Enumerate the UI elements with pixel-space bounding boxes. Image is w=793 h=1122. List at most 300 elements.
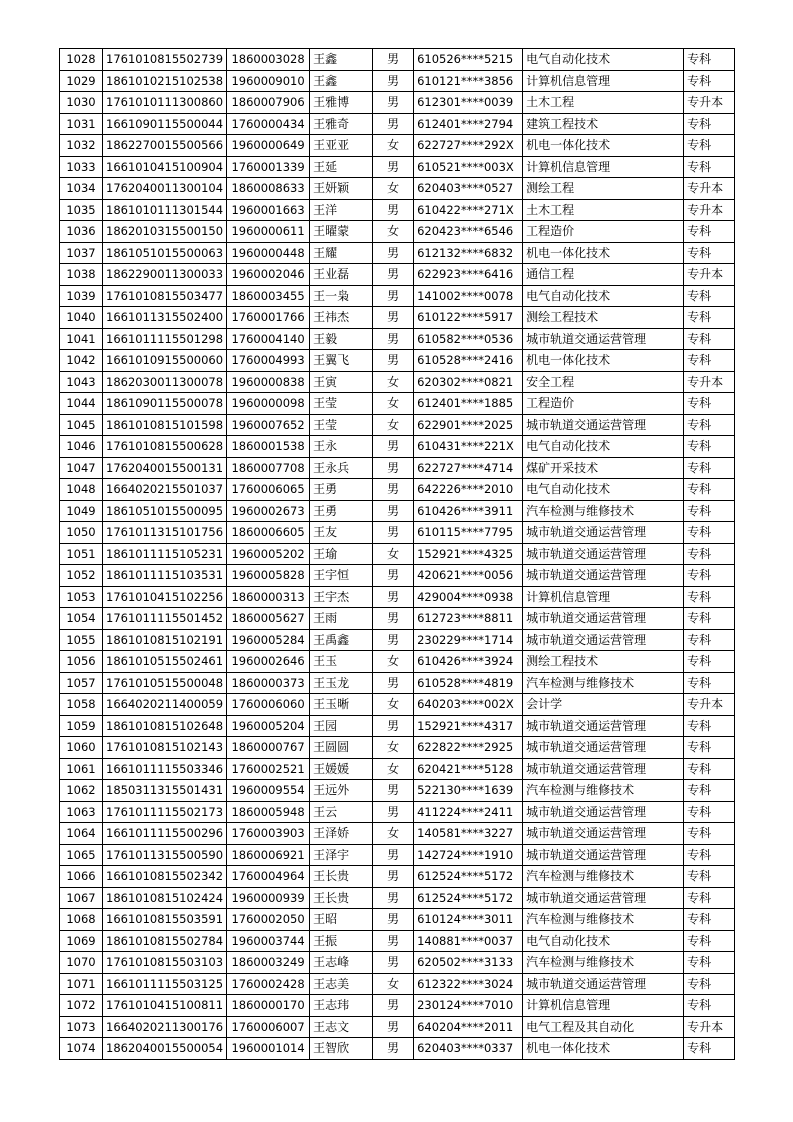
cell-major: 机电一体化技术 [523, 1038, 684, 1060]
cell-gender: 男 [373, 780, 414, 802]
cell-id-number: 640203****002X [414, 694, 523, 716]
cell-student-id: 1760002521 [227, 758, 310, 780]
cell-id-number: 610431****221X [414, 436, 523, 458]
cell-id-number: 610528****2416 [414, 350, 523, 372]
cell-exam-id: 1761011115501452 [103, 608, 227, 630]
cell-major: 土木工程 [523, 92, 684, 114]
table-row [60, 457, 735, 479]
cell-student-name: 王永兵 [310, 457, 373, 479]
cell-id-number: 612524****5172 [414, 887, 523, 909]
cell-id-number: 620403****0527 [414, 178, 523, 200]
cell-student-id: 1960002646 [227, 651, 310, 673]
cell-exam-id: 1862270015500566 [103, 135, 227, 157]
cell-gender: 男 [373, 844, 414, 866]
cell-exam-id: 1762040015500131 [103, 457, 227, 479]
cell-row-number: 1049 [60, 500, 103, 522]
cell-level: 专科 [684, 70, 735, 92]
cell-student-id: 1860007708 [227, 457, 310, 479]
table-row [60, 672, 735, 694]
cell-level: 专科 [684, 823, 735, 845]
cell-gender: 男 [373, 264, 414, 286]
cell-id-number: 610422****271X [414, 199, 523, 221]
table-row [60, 156, 735, 178]
table-row [60, 780, 735, 802]
cell-level: 专科 [684, 156, 735, 178]
cell-student-name: 王振 [310, 930, 373, 952]
cell-id-number: 620423****6546 [414, 221, 523, 243]
cell-exam-id: 1862030011300078 [103, 371, 227, 393]
cell-exam-id: 1661010815502342 [103, 866, 227, 888]
table-row [60, 694, 735, 716]
cell-gender: 男 [373, 629, 414, 651]
cell-gender: 男 [373, 586, 414, 608]
cell-level: 专科 [684, 414, 735, 436]
cell-student-id: 1860000373 [227, 672, 310, 694]
cell-student-id: 1860003249 [227, 952, 310, 974]
table-row [60, 242, 735, 264]
cell-level: 专科 [684, 500, 735, 522]
cell-major: 汽车检测与维修技术 [523, 780, 684, 802]
cell-gender: 男 [373, 242, 414, 264]
table-row [60, 113, 735, 135]
cell-level: 专科 [684, 715, 735, 737]
cell-level: 专科 [684, 758, 735, 780]
cell-student-name: 王媛媛 [310, 758, 373, 780]
cell-exam-id: 1861011115103531 [103, 565, 227, 587]
table-row [60, 70, 735, 92]
cell-id-number: 610528****4819 [414, 672, 523, 694]
cell-level: 专科 [684, 457, 735, 479]
cell-major: 城市轨道交通运营管理 [523, 801, 684, 823]
cell-student-id: 1760006060 [227, 694, 310, 716]
cell-gender: 男 [373, 672, 414, 694]
cell-level: 专科 [684, 909, 735, 931]
cell-exam-id: 1862290011300033 [103, 264, 227, 286]
cell-row-number: 1044 [60, 393, 103, 415]
table-row [60, 221, 735, 243]
cell-student-id: 1760002050 [227, 909, 310, 931]
table-row [60, 930, 735, 952]
cell-exam-id: 1661011315502400 [103, 307, 227, 329]
cell-student-id: 1960001014 [227, 1038, 310, 1060]
cell-exam-id: 1861010815102424 [103, 887, 227, 909]
cell-student-id: 1860006605 [227, 522, 310, 544]
cell-id-number: 230124****7010 [414, 995, 523, 1017]
cell-level: 专科 [684, 952, 735, 974]
cell-id-number: 622822****2925 [414, 737, 523, 759]
cell-exam-id: 1761011315101756 [103, 522, 227, 544]
cell-level: 专科 [684, 995, 735, 1017]
cell-level: 专升本 [684, 199, 735, 221]
cell-id-number: 141002****0078 [414, 285, 523, 307]
cell-student-id: 1760002428 [227, 973, 310, 995]
cell-gender: 女 [373, 371, 414, 393]
cell-exam-id: 1861010515502461 [103, 651, 227, 673]
cell-id-number: 610124****3011 [414, 909, 523, 931]
cell-level: 专科 [684, 608, 735, 630]
cell-major: 城市轨道交通运营管理 [523, 737, 684, 759]
cell-gender: 男 [373, 49, 414, 71]
cell-exam-id: 1761010415102256 [103, 586, 227, 608]
cell-row-number: 1057 [60, 672, 103, 694]
cell-gender: 男 [373, 328, 414, 350]
cell-level: 专科 [684, 651, 735, 673]
cell-level: 专科 [684, 930, 735, 952]
cell-id-number: 612723****8811 [414, 608, 523, 630]
cell-gender: 女 [373, 221, 414, 243]
cell-student-id: 1960000448 [227, 242, 310, 264]
table-row [60, 436, 735, 458]
cell-id-number: 622727****292X [414, 135, 523, 157]
cell-student-name: 王圆圆 [310, 737, 373, 759]
cell-exam-id: 1861010815102191 [103, 629, 227, 651]
cell-row-number: 1039 [60, 285, 103, 307]
cell-exam-id: 1761010815102143 [103, 737, 227, 759]
cell-row-number: 1068 [60, 909, 103, 931]
cell-student-name: 王勇 [310, 500, 373, 522]
cell-row-number: 1034 [60, 178, 103, 200]
cell-row-number: 1045 [60, 414, 103, 436]
cell-major: 会计学 [523, 694, 684, 716]
cell-major: 机电一体化技术 [523, 350, 684, 372]
cell-student-id: 1960005204 [227, 715, 310, 737]
table-row [60, 995, 735, 1017]
cell-student-name: 王亚亚 [310, 135, 373, 157]
cell-exam-id: 1861010215102538 [103, 70, 227, 92]
cell-major: 城市轨道交通运营管理 [523, 414, 684, 436]
cell-level: 专科 [684, 543, 735, 565]
cell-gender: 男 [373, 715, 414, 737]
cell-student-name: 王曜蒙 [310, 221, 373, 243]
cell-level: 专科 [684, 242, 735, 264]
cell-exam-id: 1664020211300176 [103, 1016, 227, 1038]
cell-student-id: 1860000170 [227, 995, 310, 1017]
cell-row-number: 1052 [60, 565, 103, 587]
cell-exam-id: 1761010515500048 [103, 672, 227, 694]
table-row [60, 866, 735, 888]
cell-row-number: 1071 [60, 973, 103, 995]
cell-row-number: 1067 [60, 887, 103, 909]
cell-student-name: 王毅 [310, 328, 373, 350]
cell-row-number: 1072 [60, 995, 103, 1017]
cell-id-number: 411224****2411 [414, 801, 523, 823]
table-row [60, 199, 735, 221]
cell-id-number: 620302****0821 [414, 371, 523, 393]
cell-id-number: 612401****2794 [414, 113, 523, 135]
cell-id-number: 612524****5172 [414, 866, 523, 888]
cell-row-number: 1053 [60, 586, 103, 608]
cell-id-number: 612401****1885 [414, 393, 523, 415]
cell-student-id: 1760001766 [227, 307, 310, 329]
table-row [60, 608, 735, 630]
cell-id-number: 620421****5128 [414, 758, 523, 780]
cell-student-name: 王洋 [310, 199, 373, 221]
cell-student-name: 王园 [310, 715, 373, 737]
cell-id-number: 610115****7795 [414, 522, 523, 544]
cell-major: 城市轨道交通运营管理 [523, 522, 684, 544]
cell-major: 电气自动化技术 [523, 436, 684, 458]
cell-id-number: 610426****3924 [414, 651, 523, 673]
table-row [60, 49, 735, 71]
cell-row-number: 1074 [60, 1038, 103, 1060]
cell-student-name: 王宇杰 [310, 586, 373, 608]
cell-student-name: 王妍颖 [310, 178, 373, 200]
cell-gender: 男 [373, 92, 414, 114]
cell-gender: 女 [373, 737, 414, 759]
cell-level: 专科 [684, 436, 735, 458]
cell-student-name: 王勇 [310, 479, 373, 501]
cell-student-name: 王长贵 [310, 866, 373, 888]
cell-major: 城市轨道交通运营管理 [523, 758, 684, 780]
cell-student-name: 王玉龙 [310, 672, 373, 694]
table-row [60, 737, 735, 759]
cell-major: 测绘工程技术 [523, 307, 684, 329]
cell-exam-id: 1661010415100904 [103, 156, 227, 178]
cell-level: 专科 [684, 135, 735, 157]
cell-gender: 女 [373, 758, 414, 780]
cell-id-number: 610582****0536 [414, 328, 523, 350]
cell-row-number: 1037 [60, 242, 103, 264]
cell-exam-id: 1850311315501431 [103, 780, 227, 802]
cell-student-name: 王玉晰 [310, 694, 373, 716]
cell-major: 汽车检测与维修技术 [523, 500, 684, 522]
cell-row-number: 1051 [60, 543, 103, 565]
cell-level: 专科 [684, 49, 735, 71]
cell-level: 专科 [684, 285, 735, 307]
cell-student-name: 王智欣 [310, 1038, 373, 1060]
cell-exam-id: 1761010111300860 [103, 92, 227, 114]
cell-id-number: 620502****3133 [414, 952, 523, 974]
cell-student-id: 1760006007 [227, 1016, 310, 1038]
cell-student-name: 王志玮 [310, 995, 373, 1017]
cell-major: 电气工程及其自动化 [523, 1016, 684, 1038]
cell-level: 专科 [684, 629, 735, 651]
cell-id-number: 622923****6416 [414, 264, 523, 286]
cell-exam-id: 1861010815101598 [103, 414, 227, 436]
cell-id-number: 612301****0039 [414, 92, 523, 114]
cell-student-id: 1760004964 [227, 866, 310, 888]
cell-major: 城市轨道交通运营管理 [523, 565, 684, 587]
cell-row-number: 1073 [60, 1016, 103, 1038]
cell-row-number: 1069 [60, 930, 103, 952]
table-row [60, 543, 735, 565]
cell-exam-id: 1661011115500296 [103, 823, 227, 845]
cell-row-number: 1040 [60, 307, 103, 329]
cell-id-number: 230229****1714 [414, 629, 523, 651]
cell-major: 土木工程 [523, 199, 684, 221]
cell-gender: 男 [373, 1038, 414, 1060]
cell-major: 城市轨道交通运营管理 [523, 887, 684, 909]
cell-gender: 男 [373, 887, 414, 909]
cell-exam-id: 1664020215501037 [103, 479, 227, 501]
table-row [60, 264, 735, 286]
table-row [60, 414, 735, 436]
table-row [60, 909, 735, 931]
cell-student-name: 王耀 [310, 242, 373, 264]
cell-student-id: 1760006065 [227, 479, 310, 501]
table-row [60, 844, 735, 866]
cell-major: 工程造价 [523, 221, 684, 243]
cell-exam-id: 1762040011300104 [103, 178, 227, 200]
cell-exam-id: 1761010815502739 [103, 49, 227, 71]
cell-student-id: 1960003744 [227, 930, 310, 952]
cell-major: 电气自动化技术 [523, 285, 684, 307]
cell-level: 专科 [684, 565, 735, 587]
table-row [60, 823, 735, 845]
cell-student-id: 1960005202 [227, 543, 310, 565]
table-row [60, 307, 735, 329]
cell-row-number: 1048 [60, 479, 103, 501]
cell-exam-id: 1861090115500078 [103, 393, 227, 415]
student-roster-table [59, 48, 735, 1060]
cell-level: 专科 [684, 328, 735, 350]
cell-student-name: 王远外 [310, 780, 373, 802]
cell-exam-id: 1661010915500060 [103, 350, 227, 372]
cell-gender: 女 [373, 393, 414, 415]
cell-id-number: 610122****5917 [414, 307, 523, 329]
table-row [60, 393, 735, 415]
cell-student-name: 王鑫 [310, 70, 373, 92]
cell-gender: 男 [373, 995, 414, 1017]
cell-exam-id: 1761010815503477 [103, 285, 227, 307]
cell-exam-id: 1862040015500054 [103, 1038, 227, 1060]
cell-student-name: 王宇恒 [310, 565, 373, 587]
table-row [60, 586, 735, 608]
cell-gender: 男 [373, 801, 414, 823]
cell-id-number: 140581****3227 [414, 823, 523, 845]
cell-level: 专科 [684, 973, 735, 995]
cell-level: 专升本 [684, 92, 735, 114]
cell-row-number: 1066 [60, 866, 103, 888]
cell-level: 专科 [684, 479, 735, 501]
cell-student-name: 王友 [310, 522, 373, 544]
cell-student-name: 王鑫 [310, 49, 373, 71]
table-row [60, 629, 735, 651]
table-row [60, 973, 735, 995]
cell-gender: 女 [373, 135, 414, 157]
cell-row-number: 1059 [60, 715, 103, 737]
cell-gender: 女 [373, 414, 414, 436]
cell-row-number: 1062 [60, 780, 103, 802]
cell-student-name: 王雅奇 [310, 113, 373, 135]
cell-level: 专科 [684, 113, 735, 135]
roster-page [59, 48, 735, 1060]
cell-id-number: 620403****0337 [414, 1038, 523, 1060]
cell-major: 机电一体化技术 [523, 242, 684, 264]
cell-gender: 男 [373, 866, 414, 888]
cell-row-number: 1056 [60, 651, 103, 673]
cell-gender: 男 [373, 952, 414, 974]
cell-student-name: 王泽娇 [310, 823, 373, 845]
cell-student-name: 王雅博 [310, 92, 373, 114]
cell-id-number: 152921****4325 [414, 543, 523, 565]
roster-table-body [60, 49, 735, 1060]
cell-level: 专科 [684, 586, 735, 608]
cell-row-number: 1038 [60, 264, 103, 286]
cell-level: 专科 [684, 221, 735, 243]
cell-student-name: 王雨 [310, 608, 373, 630]
cell-gender: 男 [373, 199, 414, 221]
cell-row-number: 1036 [60, 221, 103, 243]
cell-major: 城市轨道交通运营管理 [523, 629, 684, 651]
table-row [60, 350, 735, 372]
cell-row-number: 1061 [60, 758, 103, 780]
table-row [60, 522, 735, 544]
cell-major: 通信工程 [523, 264, 684, 286]
cell-major: 工程造价 [523, 393, 684, 415]
cell-student-id: 1960005828 [227, 565, 310, 587]
cell-row-number: 1054 [60, 608, 103, 630]
cell-student-id: 1960009554 [227, 780, 310, 802]
cell-major: 城市轨道交通运营管理 [523, 328, 684, 350]
cell-student-id: 1860008633 [227, 178, 310, 200]
cell-level: 专升本 [684, 264, 735, 286]
table-row [60, 952, 735, 974]
cell-student-name: 王莹 [310, 414, 373, 436]
table-row [60, 285, 735, 307]
cell-id-number: 522130****1639 [414, 780, 523, 802]
cell-major: 城市轨道交通运营管理 [523, 823, 684, 845]
cell-id-number: 152921****4317 [414, 715, 523, 737]
cell-exam-id: 1861010815502784 [103, 930, 227, 952]
cell-student-id: 1960000098 [227, 393, 310, 415]
cell-gender: 男 [373, 156, 414, 178]
table-row [60, 135, 735, 157]
cell-exam-id: 1661011115503125 [103, 973, 227, 995]
cell-gender: 男 [373, 930, 414, 952]
cell-student-name: 王志美 [310, 973, 373, 995]
table-row [60, 651, 735, 673]
cell-major: 安全工程 [523, 371, 684, 393]
cell-gender: 女 [373, 973, 414, 995]
cell-student-id: 1860005627 [227, 608, 310, 630]
cell-gender: 女 [373, 823, 414, 845]
cell-row-number: 1065 [60, 844, 103, 866]
cell-student-id: 1760004993 [227, 350, 310, 372]
table-row [60, 887, 735, 909]
cell-gender: 女 [373, 178, 414, 200]
cell-gender: 男 [373, 70, 414, 92]
cell-row-number: 1058 [60, 694, 103, 716]
cell-exam-id: 1861051015500095 [103, 500, 227, 522]
cell-exam-id: 1761010815500628 [103, 436, 227, 458]
cell-exam-id: 1661011115501298 [103, 328, 227, 350]
cell-gender: 男 [373, 285, 414, 307]
cell-student-id: 1860007906 [227, 92, 310, 114]
cell-id-number: 420621****0056 [414, 565, 523, 587]
cell-major: 计算机信息管理 [523, 995, 684, 1017]
cell-level: 专科 [684, 1038, 735, 1060]
cell-gender: 男 [373, 522, 414, 544]
cell-student-id: 1960005284 [227, 629, 310, 651]
table-row [60, 500, 735, 522]
cell-level: 专科 [684, 866, 735, 888]
cell-student-name: 王禹鑫 [310, 629, 373, 651]
cell-row-number: 1070 [60, 952, 103, 974]
cell-row-number: 1033 [60, 156, 103, 178]
cell-row-number: 1063 [60, 801, 103, 823]
cell-exam-id: 1761011315500590 [103, 844, 227, 866]
cell-student-id: 1860006921 [227, 844, 310, 866]
cell-major: 电气自动化技术 [523, 930, 684, 952]
cell-row-number: 1030 [60, 92, 103, 114]
cell-gender: 女 [373, 651, 414, 673]
table-row [60, 92, 735, 114]
cell-level: 专科 [684, 307, 735, 329]
cell-gender: 男 [373, 500, 414, 522]
cell-student-name: 王玉 [310, 651, 373, 673]
cell-exam-id: 1861010111301544 [103, 199, 227, 221]
